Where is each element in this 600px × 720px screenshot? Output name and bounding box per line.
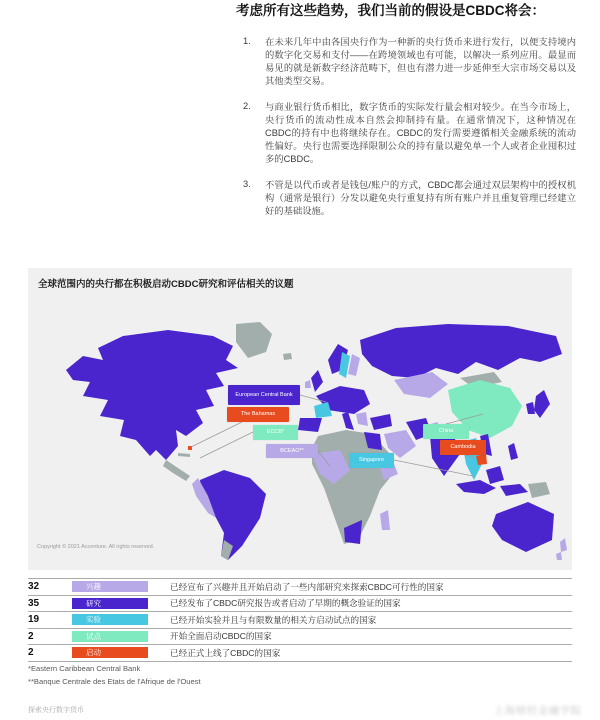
world-map: [28, 318, 572, 562]
legend-desc: 已经发布了CBDC研究报告或者启动了早期的概念验证的国家: [170, 598, 401, 609]
region-balkans: [356, 412, 368, 426]
legend-row: [28, 595, 572, 612]
footer-note: 探索央行数字货币: [28, 707, 84, 714]
list-item-text: 与商业银行货币相比，数字货币的实际发行量会相对较少。在当今市场上，央行货币的流动性成本自然会抑制持有量。在通常情况下，这种情况在CBDC的持有中也将继续存在。CBDC的发行需要遵循相关金融系统的流动性偏好。央行也需要选择限制公众的持有量以避免单一个人或者企业囤积过多的CBDC。: [265, 102, 576, 165]
legend-count: 2: [28, 647, 34, 659]
legend-chip: 实验: [72, 614, 148, 625]
region-borneo: [486, 466, 504, 484]
map-title: 全球范围内的央行都在积极启动CBDC研究和评估相关的议题: [38, 279, 294, 290]
region-australia: [492, 502, 554, 552]
map-panel: [28, 268, 572, 570]
list-item: [236, 179, 576, 218]
map-copyright: Copyright © 2021 Accenture. All rights reserved.: [37, 544, 155, 550]
legend-count: 19: [28, 614, 40, 626]
legend-chip: 研究: [72, 598, 148, 609]
region-russia: [360, 324, 562, 378]
legend-desc: 已经正式上线了CBDC的国家: [170, 647, 281, 658]
region-indonesia-east: [500, 484, 528, 496]
legend-row: [28, 628, 572, 645]
list-item: [236, 101, 576, 166]
legend-count: 2: [28, 630, 34, 642]
callout-label: BCEAO**: [280, 447, 304, 454]
list-item-number: 1.: [243, 36, 251, 47]
illegible-watermark: 上海财经金融学院: [494, 706, 582, 717]
legend-chip: 兴趣: [72, 581, 148, 592]
region-greenland: [236, 322, 272, 358]
callout-singapore: [349, 453, 394, 468]
region-north-america: [66, 330, 238, 460]
region-new-zealand: [556, 538, 567, 560]
callout-european-central-bank: [228, 385, 300, 405]
legend-count: 32: [28, 581, 40, 593]
legend-row: [28, 611, 572, 628]
region-turkey: [370, 414, 392, 430]
legend-count: 35: [28, 597, 40, 609]
callout-the-bahamas: [227, 407, 289, 422]
callout-china: [423, 424, 469, 439]
legend-table: [28, 578, 572, 662]
callout-connector: [200, 432, 253, 458]
list-item: [236, 36, 576, 88]
callout-label: European Central Bank: [235, 391, 293, 398]
legend-desc: 开始全面启动CBDC的国家: [170, 631, 272, 642]
region-ireland: [305, 380, 311, 388]
region-finland: [348, 354, 360, 376]
legend-chip: 启动: [72, 647, 148, 658]
footnote: *Eastern Caribbean Central Bank: [28, 664, 141, 673]
callout-label: Cambodia: [450, 444, 476, 451]
legend-desc: 已经开始实验并且与有限数量的相关方启动试点的国家: [170, 614, 377, 625]
legend-chip: 试点: [72, 631, 148, 642]
list-item-number: 2.: [243, 101, 251, 112]
footnote: **Banque Centrale des Etats de l'Afrique de l'Ouest: [28, 677, 201, 686]
region-philippines: [508, 443, 518, 460]
region-new-guinea: [528, 482, 550, 498]
region-madagascar: [380, 510, 390, 530]
region-japan: [534, 390, 550, 418]
list-item-text: 在未来几年中由各国央行作为一种新的央行货币来进行发行，以便支持境内的数字化交易和支付——在跨境领域也有可能，以解决一系列应用。最显而易见的就是新数字经济范畴下，但也有潜力进一步延伸至大宗市场交易以及其他类型交易。: [265, 37, 576, 87]
region-iceland: [283, 353, 292, 360]
page-title: 考虑所有这些趋势，我们当前的假设是CBDC将会：: [236, 3, 545, 18]
region-uk: [311, 370, 323, 392]
intro-section: [236, 2, 576, 218]
callout-label: Singapore: [358, 457, 385, 464]
region-central-america: [163, 460, 190, 481]
callout-label: China: [438, 428, 454, 435]
region-korea: [526, 402, 535, 414]
callout-eccb: [253, 425, 298, 440]
callout-connector: [394, 460, 473, 476]
legend-row: [28, 578, 572, 595]
callout-cambodia: [440, 440, 486, 455]
list-item-text: 不管是以代币或者是钱包/账户的方式，CBDC都会通过双层架构中的授权机构（通常是银行）分发以避免央行重复持有所有账户并且重复管理已经建立好的基础设施。: [265, 180, 576, 217]
callout-bceao: [266, 444, 318, 458]
callout-label: The Bahamas: [240, 411, 276, 418]
region-italy: [342, 412, 354, 430]
legend-desc: 已经宣布了兴趣并且开始启动了一些内部研究来探索CBDC可行性的国家: [170, 581, 444, 592]
legend-row: [28, 644, 572, 661]
region-iberia: [298, 418, 322, 432]
footnotes: [28, 662, 201, 688]
list-item-number: 3.: [243, 179, 251, 190]
callout-label: ECCB*: [266, 429, 285, 436]
region-cuba: [178, 453, 190, 457]
region-south-america: [200, 470, 266, 560]
